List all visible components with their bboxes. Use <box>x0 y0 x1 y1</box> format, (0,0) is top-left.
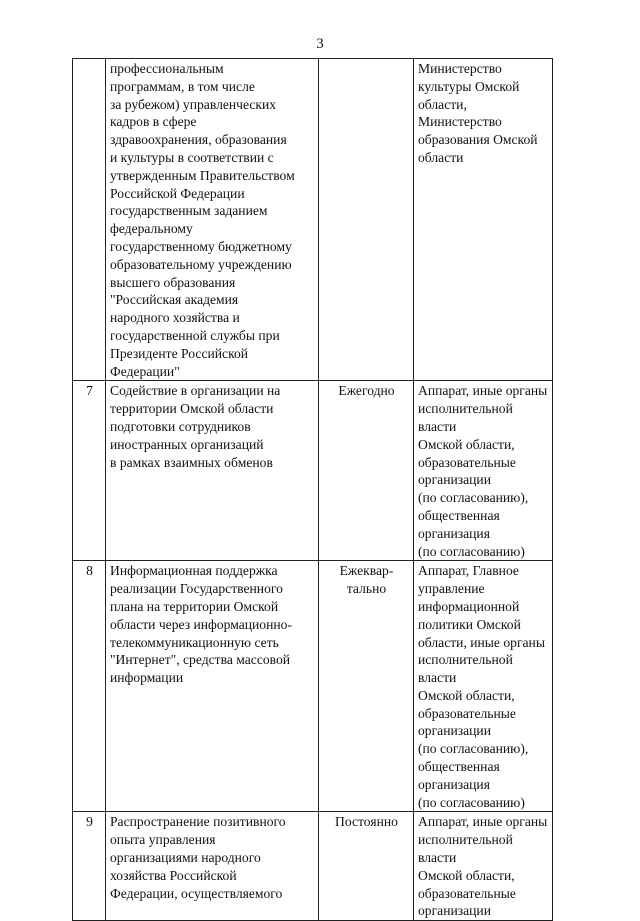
action-cell: Информационная поддержка реализации Государственного плана на территории Омской области через информационно- телекоммуникационную сеть "Интернет", средства массовой информации <box>106 561 319 812</box>
executor-cell: Аппарат, Главное управление информационной политики Омской области, иные органы исполнительной власти Омской области, образовательные организации (по согласованию), общественная организация (по согласованию) <box>414 561 553 812</box>
page-number: 3 <box>316 36 324 52</box>
table-row <box>73 59 553 381</box>
action-cell: профессиональным программам, в том числе за рубежом) управленческих кадров в сфере здравоохранения, образования и культуры в соответствии с утвержденным Правительством Российской Федерации государственным заданием федеральному государственному бюджетному образовательному учреждению высшего образования "Российская академия народного хозяйства и государственной службы при Президенте Российской Федерации" <box>106 59 319 381</box>
table-row <box>73 381 553 561</box>
action-cell: Содействие в организации на территории Омской области подготовки сотрудников иностранных организаций в рамках взаимных обменов <box>106 381 319 561</box>
term-cell: Ежеквар- тально <box>319 561 414 812</box>
row-number-cell <box>73 59 106 381</box>
term-cell: Ежегодно <box>319 381 414 561</box>
row-number-cell: 7 <box>73 381 106 561</box>
row-number-cell: 8 <box>73 561 106 812</box>
plan-table <box>72 58 553 921</box>
term-cell <box>319 59 414 381</box>
action-cell: Распространение позитивного опыта управления организациями народного хозяйства Российской Федерации, осуществляемого <box>106 812 319 921</box>
term-cell: Постоянно <box>319 812 414 921</box>
executor-cell: Аппарат, иные органы исполнительной власти Омской области, образовательные организации (по согласованию), общественная организация (по согласованию) <box>414 381 553 561</box>
table-row <box>73 812 553 921</box>
table-row <box>73 561 553 812</box>
row-number-cell: 9 <box>73 812 106 921</box>
executor-cell: Аппарат, иные органы исполнительной власти Омской области, образовательные организации <box>414 812 553 921</box>
executor-cell: Министерство культуры Омской области, Министерство образования Омской области <box>414 59 553 381</box>
